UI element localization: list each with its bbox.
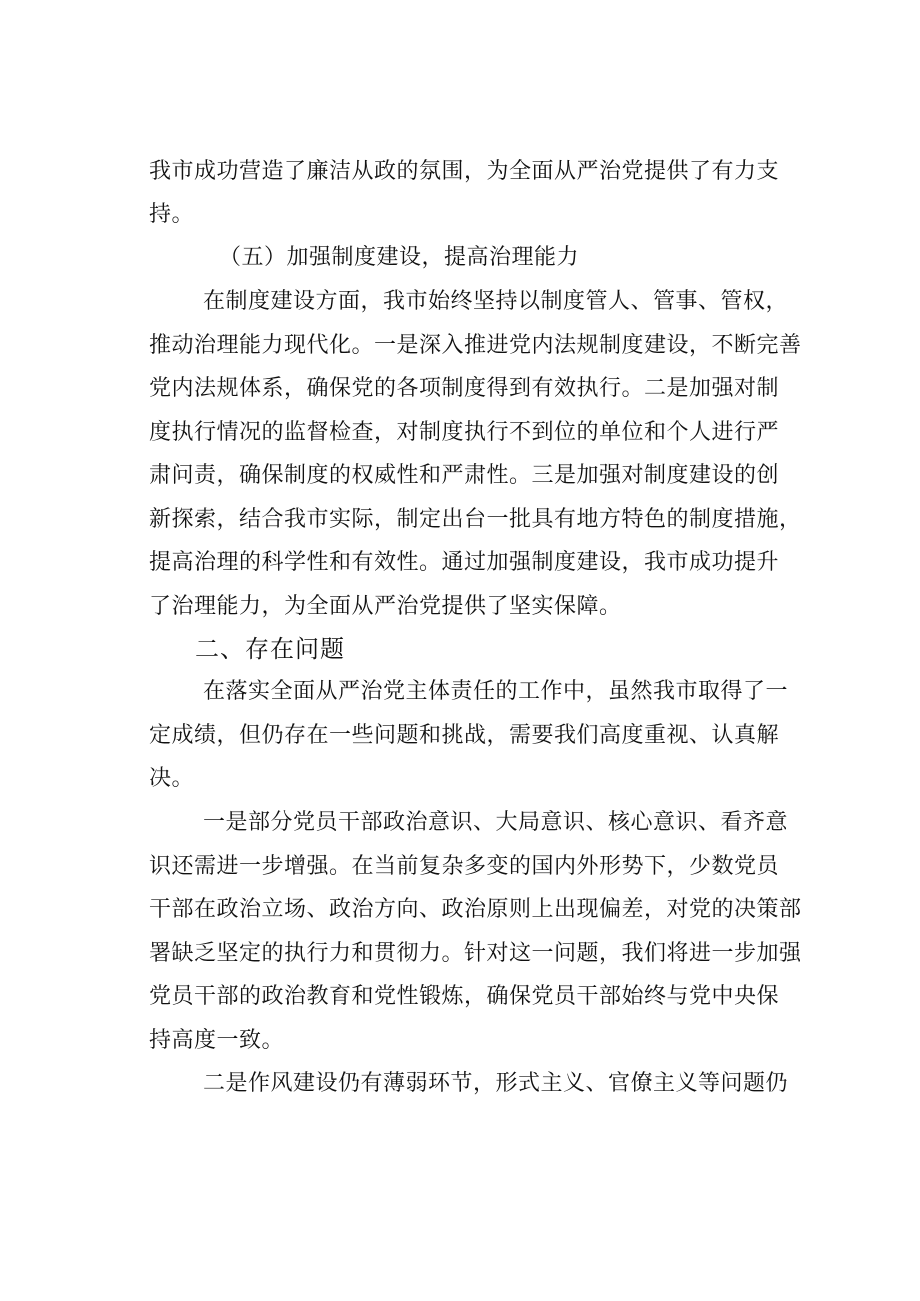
paragraph-line: 持高度一致。 xyxy=(149,1028,285,1053)
paragraph-line: 识还需进一步增强。在当前复杂多变的国内外形势下，少数党员 xyxy=(149,854,780,879)
paragraph-line: 肃问责，确保制度的权威性和严肃性。三是加强对制度建设的创 xyxy=(149,463,780,488)
paragraph-line: 推动治理能力现代化。一是深入推进党内法规制度建设，不断完善 xyxy=(149,333,802,358)
paragraph-line: 一是部分党员干部政治意识、大局意识、核心意识、看齐意 xyxy=(203,810,789,835)
paragraph-line: 在落实全面从严治党主体责任的工作中，虽然我市取得了一 xyxy=(203,679,789,704)
paragraph-line: 度执行情况的监督检查，对制度执行不到位的单位和个人进行严 xyxy=(149,420,780,445)
section-heading: 二、存在问题 xyxy=(195,635,345,663)
paragraph-line: 我市成功营造了廉洁从政的氛围，为全面从严治党提供了有力支 xyxy=(149,159,780,184)
paragraph-line: 持。 xyxy=(149,202,195,227)
paragraph-line: 提高治理的科学性和有效性。通过加强制度建设，我市成功提升 xyxy=(149,550,780,575)
paragraph-line: 党内法规体系，确保党的各项制度得到有效执行。二是加强对制 xyxy=(149,376,780,401)
paragraph-line: 了治理能力，为全面从严治党提供了坚实保障。 xyxy=(149,594,622,619)
paragraph-line: 决。 xyxy=(149,766,195,791)
paragraph-line: 二是作风建设仍有薄弱环节，形式主义、官僚主义等问题仍 xyxy=(203,1071,789,1096)
paragraph-line: 在制度建设方面，我市始终坚持以制度管人、管事、管权， xyxy=(203,289,789,314)
paragraph-line: 党员干部的政治教育和党性锻炼，确保党员干部始终与党中央保 xyxy=(149,984,780,1009)
paragraph-line: 新探索，结合我市实际，制定出台一批具有地方特色的制度措施， xyxy=(149,507,802,532)
section-subheading: （五）加强制度建设，提高治理能力 xyxy=(219,245,580,270)
paragraph-line: 署缺乏坚定的执行力和贯彻力。针对这一问题，我们将进一步加强 xyxy=(149,941,802,966)
paragraph-line: 干部在政治立场、政治方向、政治原则上出现偏差，对党的决策部 xyxy=(149,897,802,922)
paragraph-line: 定成绩，但仍存在一些问题和挑战，需要我们高度重视、认真解 xyxy=(149,723,780,748)
